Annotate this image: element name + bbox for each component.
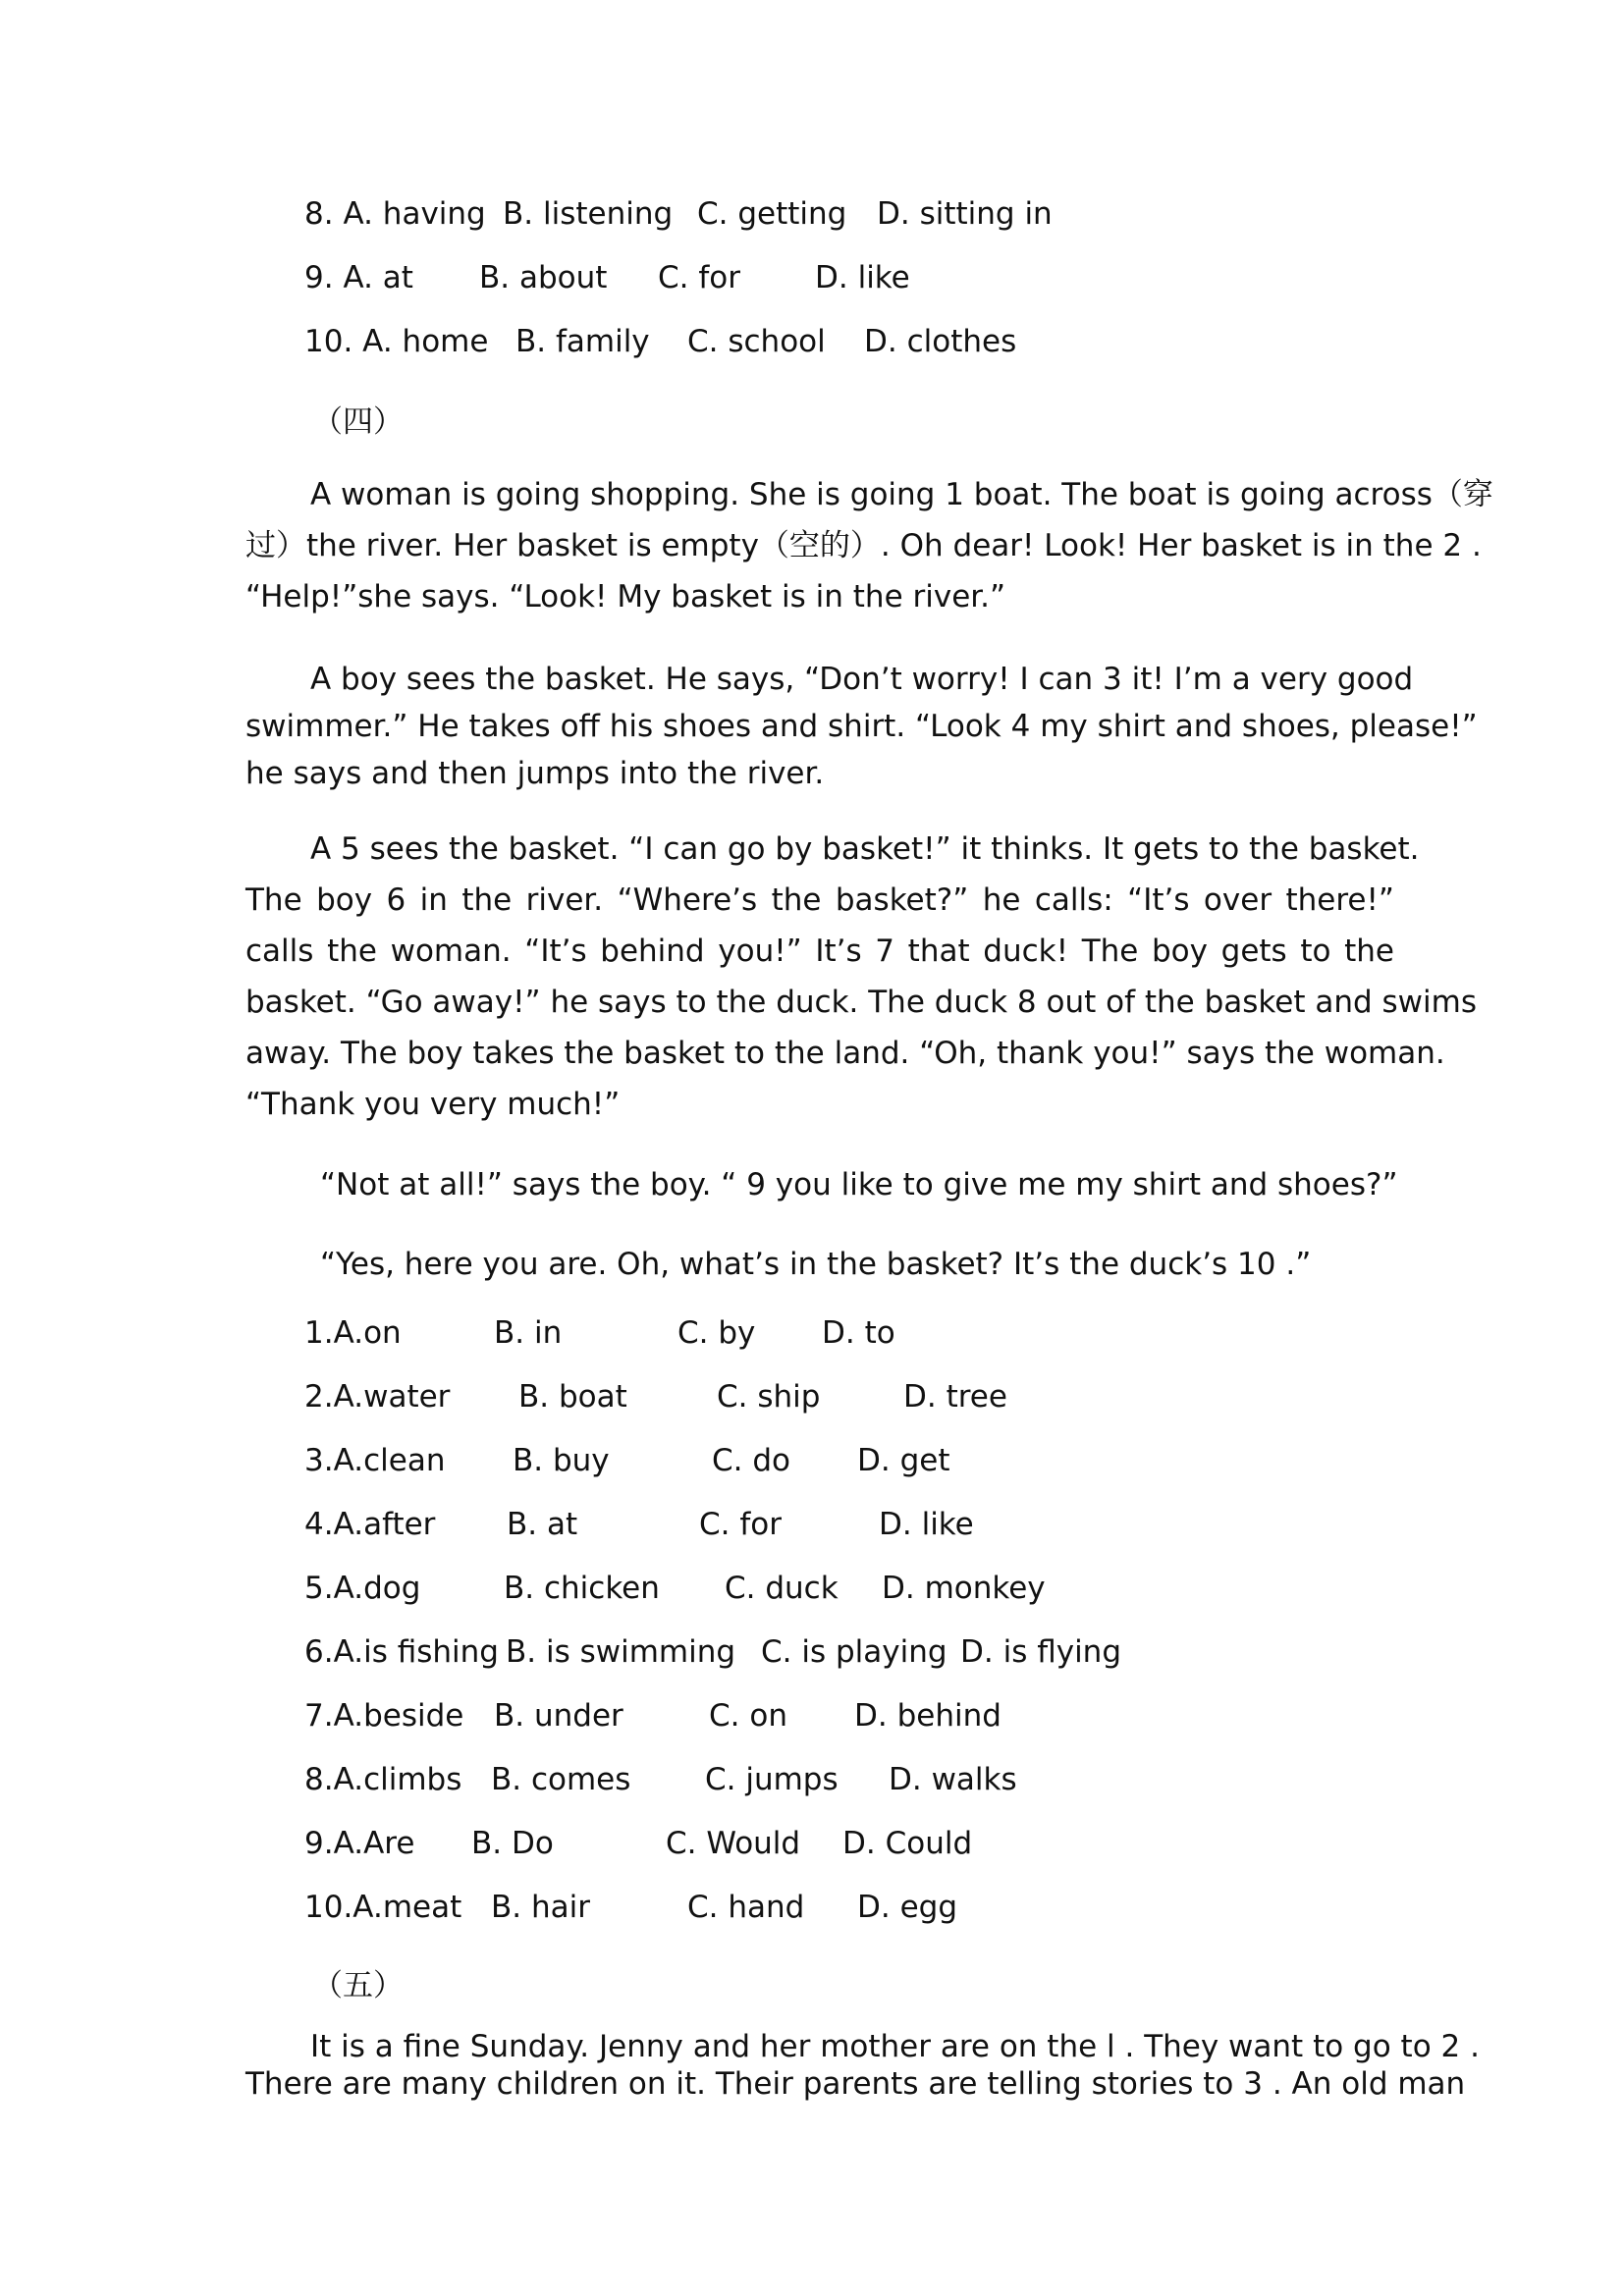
option-b: B. is swimming (506, 1634, 736, 1670)
option-b: B. Do (471, 1826, 554, 1861)
text-line: “Not at all!” says the boy. “ 9 you like to give me my shirt and shoes?” (320, 1167, 1398, 1202)
text-line: swimmer.” He takes off his shoes and shirt. “Look 4 my shirt and shoes, please!” (245, 709, 1478, 744)
option-a: 10. A. home (304, 324, 489, 359)
text-line: There are many children on it. Their parents are telling stories to 3 . An old man (245, 2066, 1466, 2102)
option-c: C. do (712, 1443, 790, 1478)
option-d: D. behind (854, 1698, 1001, 1734)
text-line: It is a fine Sunday. Jenny and her mother are on the l . They want to go to 2 . (310, 2029, 1480, 2064)
option-d: D. egg (857, 1890, 958, 1925)
text-line: A woman is going shopping. She is going 1 boat. The boat is going across（穿 (310, 477, 1493, 512)
passage-paragraph (245, 1159, 1398, 1210)
option-c: C. for (699, 1507, 782, 1542)
option-d: D. monkey (882, 1571, 1046, 1606)
option-a: 10.A.meat (304, 1890, 462, 1925)
option-d: D. get (857, 1443, 950, 1478)
option-c: C. jumps (705, 1762, 839, 1797)
option-d: D. to (822, 1315, 895, 1351)
option-a: 9.A.Are (304, 1826, 415, 1861)
text-line: “Yes, here you are. Oh, what’s in the basket? It’s the duck’s 10 .” (320, 1247, 1312, 1282)
option-b: B. chicken (504, 1571, 660, 1606)
text-line: basket. “Go away!” he says to the duck. The duck 8 out of the basket and swims (245, 985, 1477, 1020)
option-b: B. under (494, 1698, 623, 1734)
text-line: calls the woman. “It’s behind you!” It’s 7 that duck! The boy gets to the (245, 934, 1394, 969)
option-c: C. on (709, 1698, 787, 1734)
option-d: D. Could (842, 1826, 973, 1861)
option-b: B. listening (503, 196, 674, 232)
option-b: B. in (494, 1315, 563, 1351)
option-c: C. for (658, 260, 740, 295)
option-c: C. school (687, 324, 826, 359)
option-a: 3.A.clean (304, 1443, 446, 1478)
option-d: D. sitting in (877, 196, 1053, 232)
text-line: A boy sees the basket. He says, “Don’t worry! I can 3 it! I’m a very good (310, 662, 1414, 697)
text-line: away. The boy takes the basket to the land. “Oh, thank you!” says the woman. (245, 1036, 1445, 1071)
option-a: 1.A.on (304, 1315, 402, 1351)
option-c: C. is playing (761, 1634, 947, 1670)
text-line: The boy 6 in the river. “Where’s the basket?” he calls: “It’s over there!” (245, 882, 1394, 918)
option-b: B. family (515, 324, 650, 359)
option-a: 8. A. having (304, 196, 486, 232)
option-d: D. tree (903, 1379, 1007, 1415)
option-b: B. buy (513, 1443, 610, 1478)
option-a: 8.A.climbs (304, 1762, 462, 1797)
option-b: B. about (479, 260, 608, 295)
option-b: B. hair (491, 1890, 590, 1925)
passage-paragraph (245, 469, 1493, 622)
option-b: B. comes (491, 1762, 631, 1797)
option-a: 6.A.is fishing (304, 1634, 499, 1670)
option-b: B. boat (518, 1379, 627, 1415)
text-line: A 5 sees the basket. “I can go by basket!” it thinks. It gets to the basket. (310, 831, 1420, 867)
option-a: 9. A. at (304, 260, 413, 295)
option-c: C. by (677, 1315, 756, 1351)
option-d: D. like (815, 260, 910, 295)
option-c: C. ship (717, 1379, 821, 1415)
text-line: 过）the river. Her basket is empty（空的）. Oh dear! Look! Her basket is in the 2 . (245, 528, 1482, 563)
option-d: D. like (879, 1507, 974, 1542)
passage-paragraph (245, 656, 1478, 797)
option-d: D. is flying (960, 1634, 1122, 1670)
option-c: C. getting (697, 196, 847, 232)
passage-paragraph (245, 1239, 1394, 1290)
option-c: C. Would (666, 1826, 801, 1861)
section-heading: （五） (312, 1968, 404, 2003)
option-a: 5.A.dog (304, 1571, 421, 1606)
section-heading: （四） (312, 404, 404, 440)
option-a: 4.A.after (304, 1507, 436, 1542)
option-a: 7.A.beside (304, 1698, 464, 1734)
option-a: 2.A.water (304, 1379, 451, 1415)
option-d: D. walks (889, 1762, 1017, 1797)
passage-paragraph (245, 824, 1477, 1130)
option-d: D. clothes (864, 324, 1017, 359)
passage-paragraph (245, 2028, 1480, 2103)
text-line: “Help!”she says. “Look! My basket is in the river.” (245, 579, 1006, 614)
option-b: B. at (507, 1507, 578, 1542)
text-line: “Thank you very much!” (245, 1087, 621, 1122)
text-line: he says and then jumps into the river. (245, 756, 825, 791)
option-c: C. duck (725, 1571, 839, 1606)
option-c: C. hand (687, 1890, 805, 1925)
